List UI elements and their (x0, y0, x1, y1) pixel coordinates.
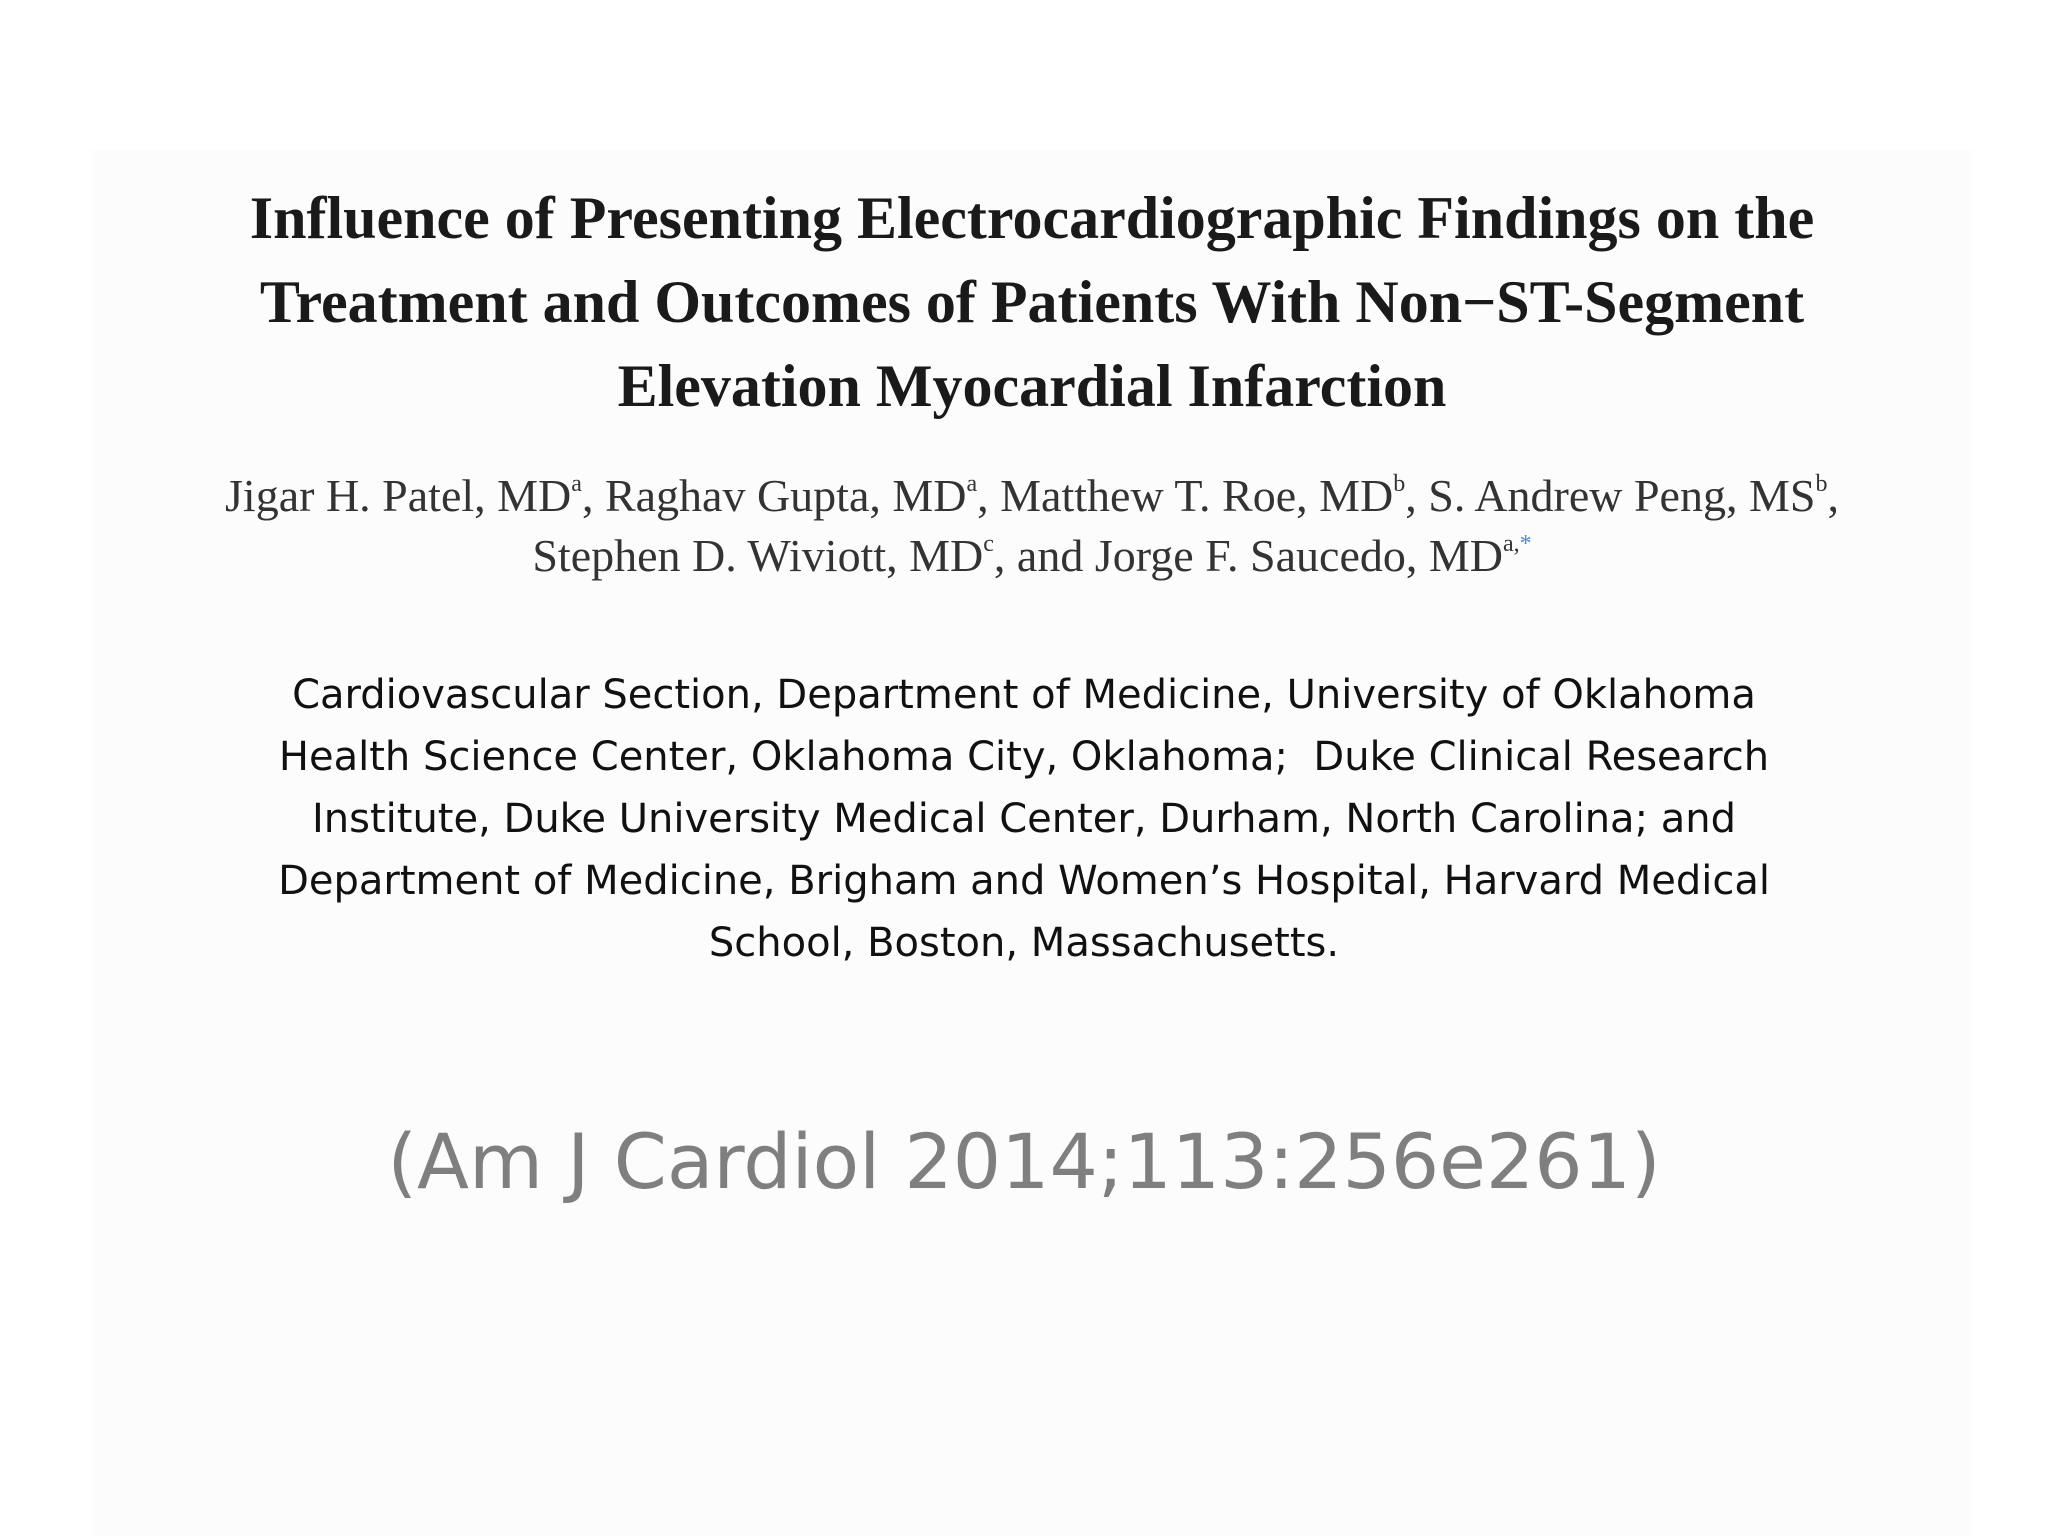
author-name: Raghav Gupta, MD (604, 470, 967, 521)
affiliation-line: Cardiovascular Section, Department of Medicine, University of Oklahoma (292, 672, 1756, 718)
author-name: Jigar H. Patel, MD (225, 470, 572, 521)
affiliation-marker: b (1393, 471, 1406, 497)
journal-citation: (Am J Cardiol 2014;113:256e261) (387, 1117, 1661, 1206)
author-name: Matthew T. Roe, MD (1000, 470, 1394, 521)
author-name: Jorge F. Saucedo, MD (1094, 530, 1503, 581)
paper-title-line: Treatment and Outcomes of Patients With Non−ST-Segment (259, 269, 1805, 335)
author-separator: , (1827, 470, 1839, 521)
author-list (92, 466, 1972, 586)
author-separator: , (1405, 470, 1429, 521)
affiliation-line: Institute, Duke University Medical Center, Durham, North Carolina; and (311, 796, 1737, 842)
author-conjunction: and (1016, 530, 1095, 581)
paper-title (92, 176, 1972, 428)
affiliations-text (200, 664, 1848, 974)
affiliation-marker: b (1815, 471, 1828, 497)
paper-title-line: Elevation Myocardial Infarction (617, 353, 1447, 419)
affiliation-marker (1503, 531, 1520, 557)
affiliation-marker: a (571, 471, 582, 497)
affiliation-marker: a (966, 471, 978, 497)
corresponding-author-link[interactable]: * (1519, 531, 1532, 557)
author-separator: , (993, 530, 1017, 581)
affiliation-marker: c (983, 531, 994, 557)
affiliation-line: Health Science Center, Oklahoma City, Oklahoma; Duke Clinical Research (278, 734, 1770, 780)
paper-title-line: Influence of Presenting Electrocardiographic Findings on the (249, 185, 1815, 251)
author-name: Stephen D. Wiviott, MD (532, 530, 984, 581)
author-separator: , (977, 470, 1001, 521)
affiliation-marker-letter: a, (1503, 531, 1520, 557)
author-name: S. Andrew Peng, MS (1428, 470, 1816, 521)
author-separator: , (581, 470, 605, 521)
affiliation-line: School, Boston, Massachusetts. (708, 920, 1340, 966)
affiliation-line: Department of Medicine, Brigham and Women’s Hospital, Harvard Medical (278, 858, 1770, 904)
